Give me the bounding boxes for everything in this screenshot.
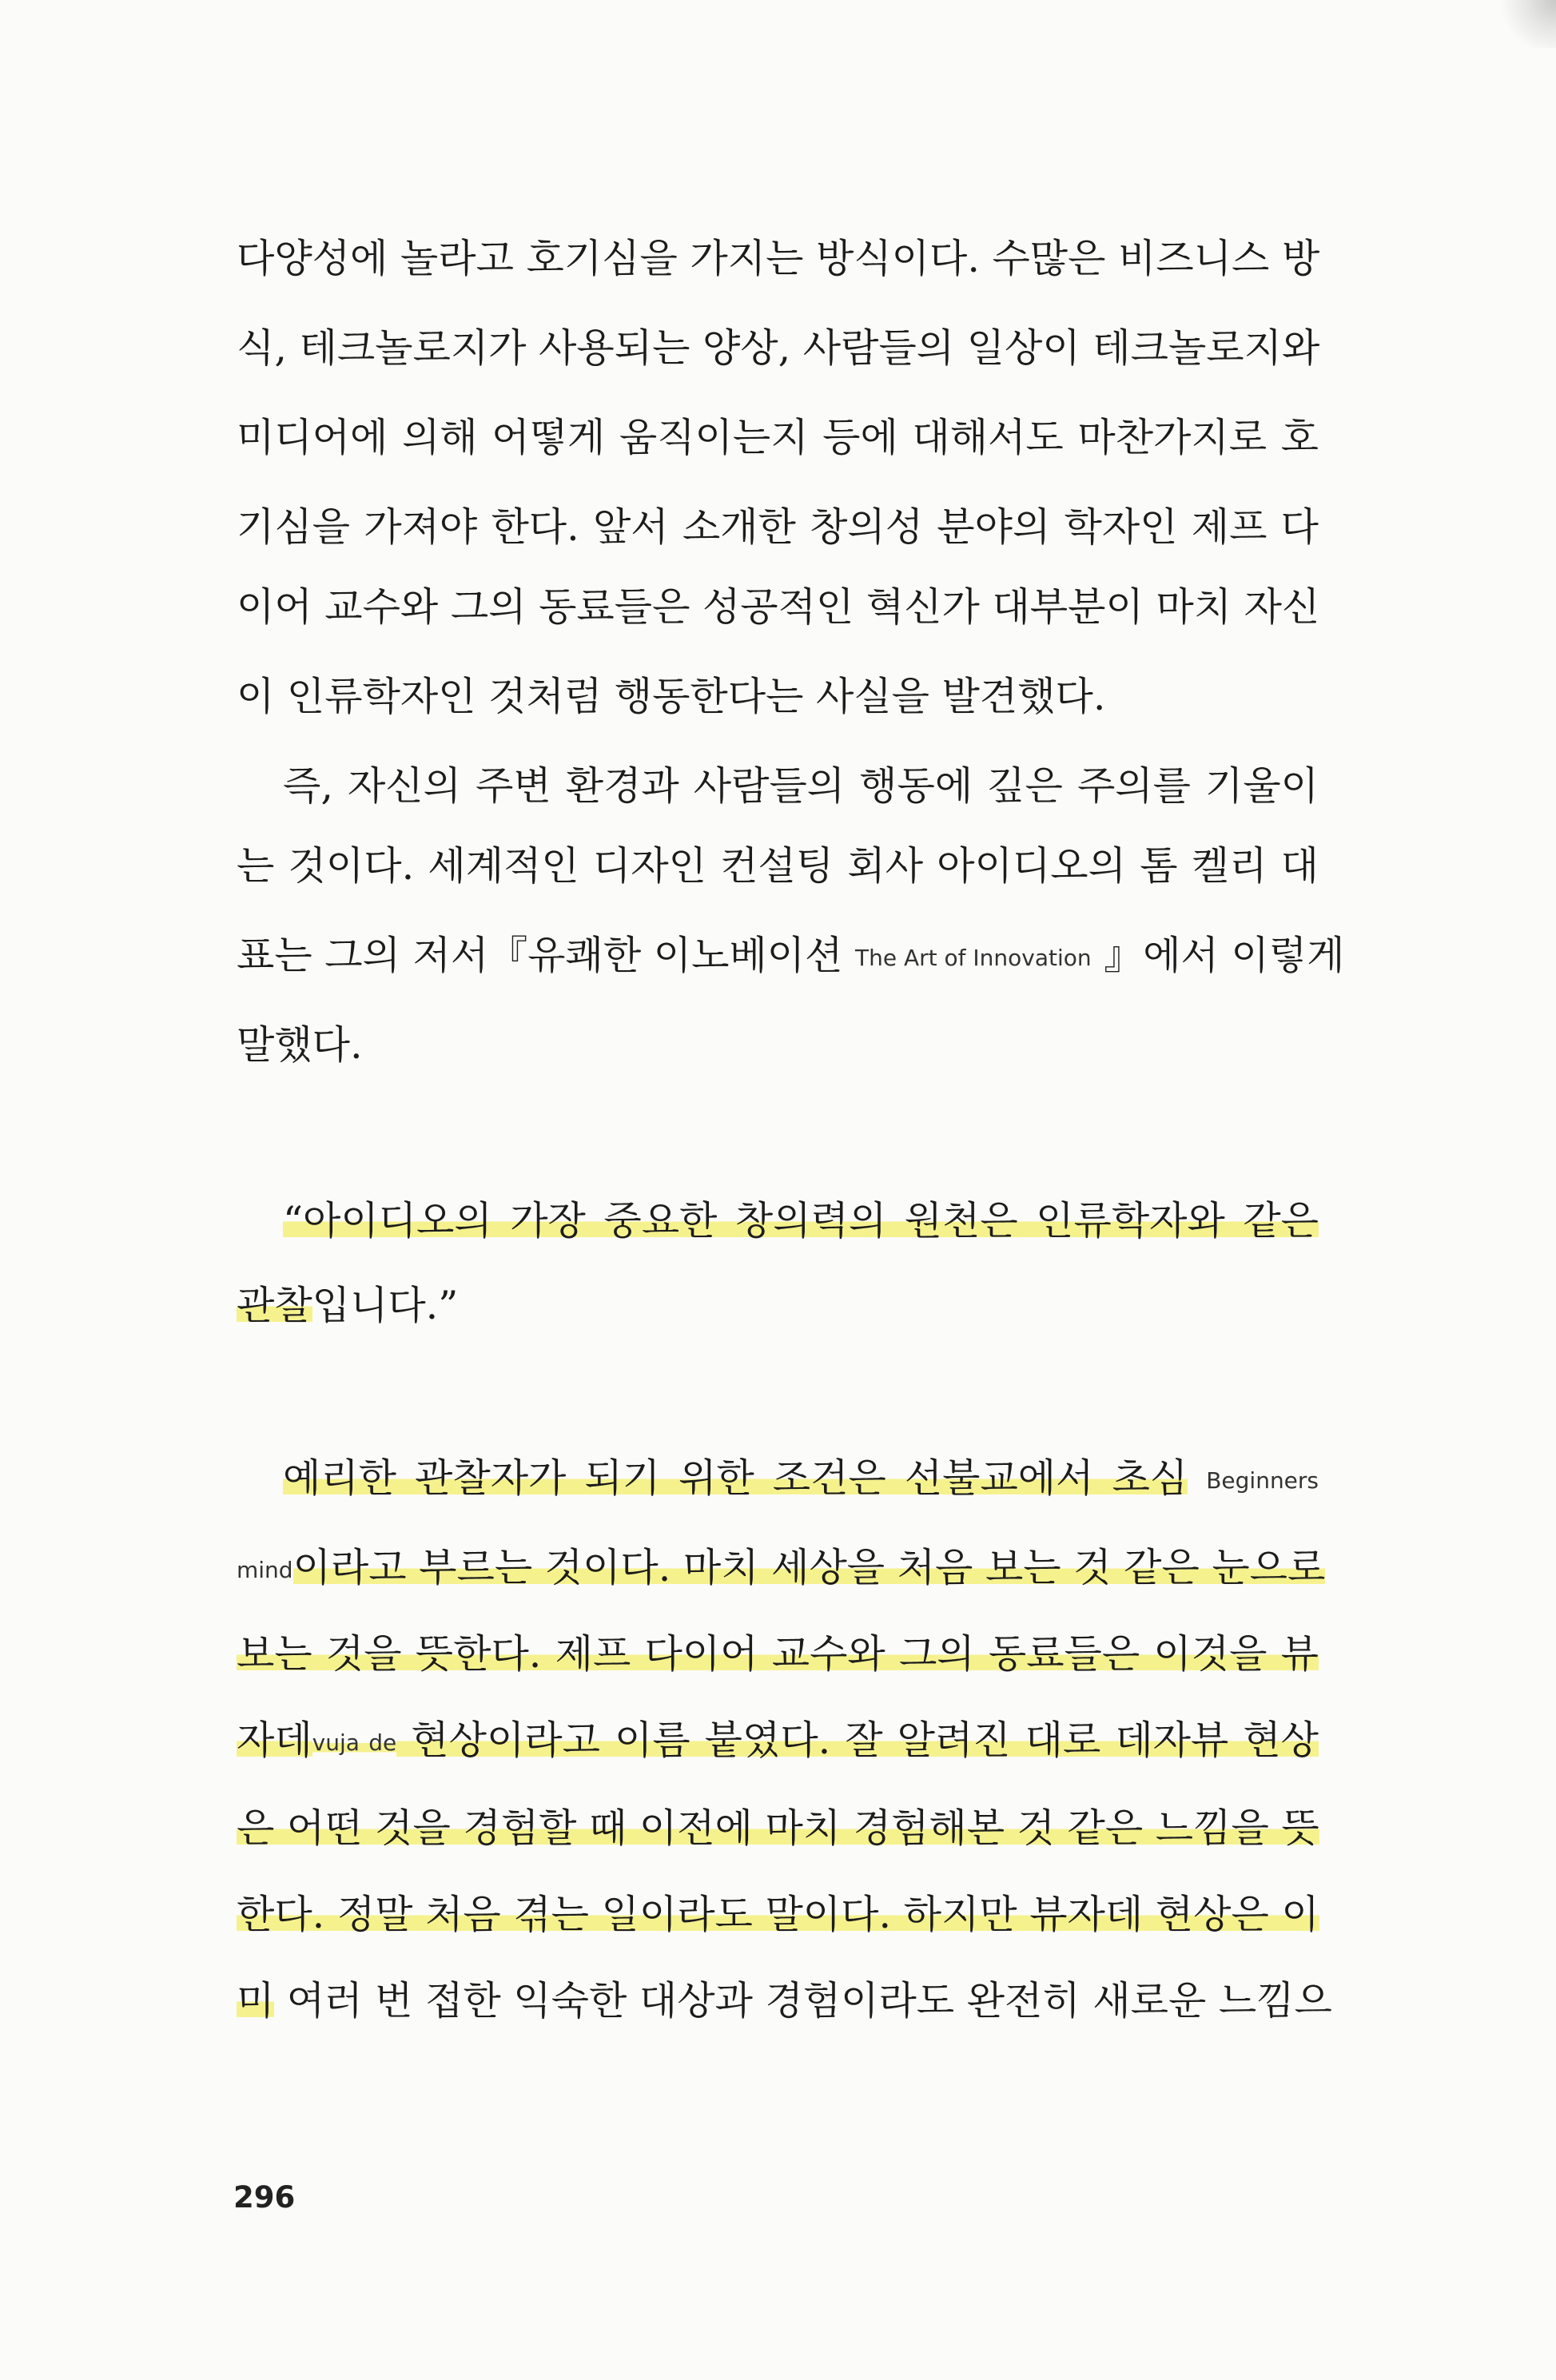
text-line bbox=[237, 1883, 1319, 1947]
text-segment: 여러 번 접한 익숙한 대상과 경험이라도 완전히 새로운 느낌으 bbox=[274, 1978, 1332, 2024]
highlighted-text: 이라고 부르는 것이다. 마치 세상을 처음 보는 것 같은 눈으로 bbox=[292, 1545, 1326, 1590]
page-number: 296 bbox=[233, 2180, 296, 2215]
english-gloss: The Art of Innovation bbox=[854, 945, 1092, 971]
text-line: 는 것이다. 세계적인 디자인 컨설팅 회사 아이디오의 톰 켈리 대 bbox=[237, 843, 1319, 889]
text-line: 즉, 자신의 주변 환경과 사람들의 행동에 깊은 주의를 기울이 bbox=[283, 763, 1319, 809]
highlighted-text: 자데 bbox=[237, 1717, 312, 1763]
text-line: 미디어에 의해 어떻게 움직이는지 등에 대해서도 마찬가지로 호 bbox=[237, 415, 1319, 460]
highlighted-text: 미 bbox=[237, 1978, 275, 2024]
english-gloss: Beginners bbox=[1206, 1467, 1319, 1494]
text-segment: 』에서 이렇게 bbox=[1104, 933, 1345, 978]
highlighted-text: 예리한 관찰자가 되기 위한 조건은 선불교에서 초심 bbox=[283, 1455, 1188, 1501]
highlighted-text: 관찰 bbox=[237, 1283, 312, 1328]
text-line: 말했다. bbox=[237, 1022, 363, 1068]
text-line-with-gloss bbox=[237, 1536, 1326, 1600]
english-gloss: mind bbox=[237, 1557, 293, 1583]
text-line-with-gloss bbox=[237, 1709, 1319, 1773]
text-segment: 표는 그의 저서『유쾌한 이노베이션 bbox=[237, 933, 843, 978]
text-line bbox=[237, 1622, 1319, 1686]
text-line: 이어 교수와 그의 동료들은 성공적인 혁신가 대부분이 마치 자신 bbox=[237, 584, 1320, 630]
text-line bbox=[237, 1797, 1319, 1861]
highlighted-text: “아이디오의 가장 중요한 창의력의 원천은 인류학자와 같은 bbox=[283, 1198, 1319, 1244]
quote-line bbox=[237, 1274, 1319, 1338]
highlighted-text: 은 어떤 것을 경험할 때 이전에 마치 경험해본 것 같은 느낌을 뜻 bbox=[237, 1805, 1319, 1851]
text-line: 기심을 가져야 한다. 앞서 소개한 창의성 분야의 학자인 제프 다 bbox=[237, 504, 1319, 550]
text-segment: 입니다.” bbox=[312, 1283, 459, 1328]
english-gloss: vuja de bbox=[312, 1729, 397, 1756]
text-line: 다양성에 놀라고 호기심을 가지는 방식이다. 수많은 비즈니스 방 bbox=[237, 236, 1320, 281]
text-line: 이 인류학자인 것처럼 행동한다는 사실을 발견했다. bbox=[237, 674, 1106, 719]
highlighted-text: 보는 것을 뜻한다. 제프 다이어 교수와 그의 동료들은 이것을 뷰 bbox=[237, 1631, 1319, 1677]
quote-line bbox=[237, 1189, 1319, 1253]
text-line: 식, 테크놀로지가 사용되는 양상, 사람들의 일상이 테크놀로지와 bbox=[237, 325, 1320, 371]
highlighted-text: 현상이라고 이름 붙였다. 잘 알려진 대로 데자뷰 현상 bbox=[396, 1717, 1319, 1763]
page-corner-shadow bbox=[1500, 0, 1556, 48]
text-line-with-gloss bbox=[237, 1447, 1319, 1510]
highlighted-text: 한다. 정말 처음 겪는 일이라도 말이다. 하지만 뷰자데 현상은 이 bbox=[237, 1892, 1319, 1937]
text-line-with-gloss bbox=[237, 924, 1345, 988]
text-line bbox=[237, 1969, 1332, 2033]
